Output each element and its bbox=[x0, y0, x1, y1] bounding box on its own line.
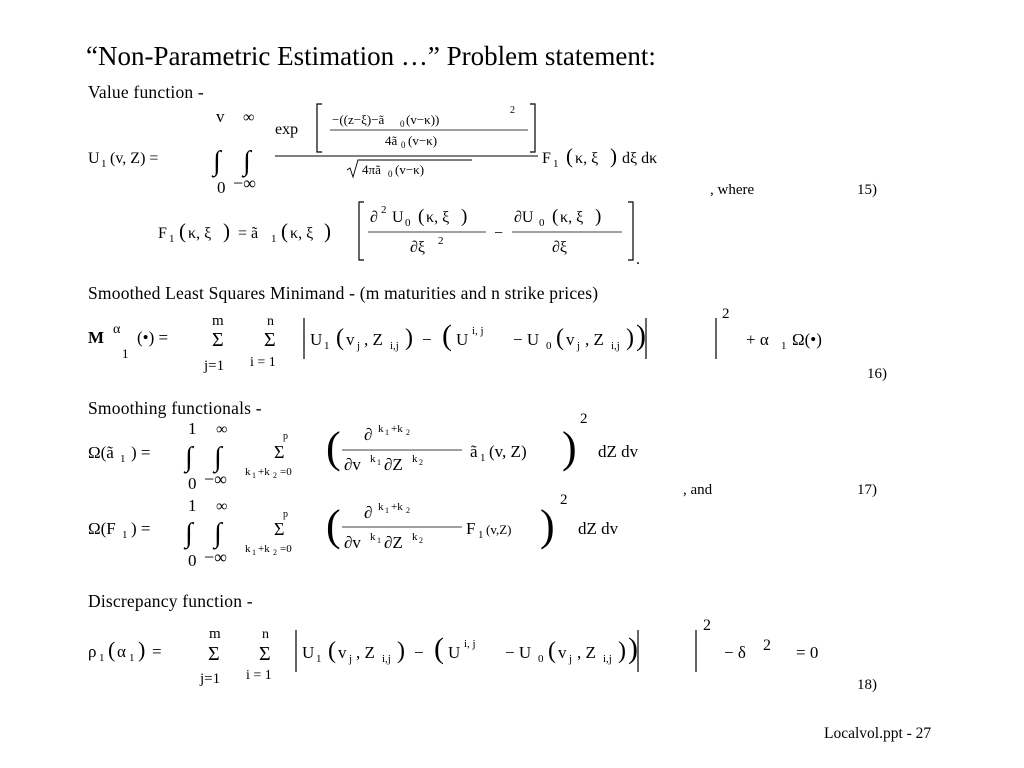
svg-text:κ, ξ: κ, ξ bbox=[426, 209, 450, 226]
svg-text:0: 0 bbox=[217, 178, 226, 197]
svg-text:κ, ξ: κ, ξ bbox=[290, 225, 314, 242]
svg-text:1: 1 bbox=[478, 529, 484, 541]
svg-text:0: 0 bbox=[388, 169, 393, 179]
slide-footer: Localvol.ppt - 27 bbox=[824, 725, 932, 742]
svg-text:(: ( bbox=[548, 638, 556, 664]
svg-text:(v−κ): (v−κ) bbox=[408, 133, 438, 148]
svg-text:j: j bbox=[357, 340, 361, 352]
svg-text:Ω(•): Ω(•) bbox=[792, 330, 822, 349]
svg-text:2: 2 bbox=[273, 471, 277, 480]
svg-text:κ, ξ: κ, ξ bbox=[560, 209, 584, 226]
svg-text:(: ( bbox=[418, 206, 425, 227]
svg-text:−∞: −∞ bbox=[204, 547, 227, 567]
svg-text:k: k bbox=[412, 531, 418, 543]
svg-text:i,j: i,j bbox=[382, 653, 391, 665]
svg-text:, Z: , Z bbox=[364, 330, 383, 349]
svg-text:2: 2 bbox=[722, 306, 730, 322]
svg-text:ρ: ρ bbox=[88, 642, 97, 661]
equation-number-15: 15) bbox=[857, 182, 877, 198]
svg-text:Σ: Σ bbox=[259, 643, 271, 665]
svg-text:i = 1: i = 1 bbox=[250, 355, 276, 370]
svg-text:n: n bbox=[262, 627, 269, 642]
svg-text:): ) bbox=[595, 206, 602, 227]
svg-text:0: 0 bbox=[546, 340, 552, 352]
svg-text:v: v bbox=[216, 107, 225, 126]
svg-text:): ) bbox=[636, 319, 646, 352]
svg-text:): ) bbox=[610, 144, 617, 168]
svg-text:k: k bbox=[245, 543, 251, 555]
svg-text:4πã: 4πã bbox=[362, 162, 381, 177]
svg-text:Σ: Σ bbox=[208, 643, 220, 665]
svg-text:): ) bbox=[626, 325, 634, 351]
svg-text:(: ( bbox=[326, 501, 341, 550]
svg-text:= ã: = ã bbox=[238, 225, 259, 242]
svg-text:∂: ∂ bbox=[370, 209, 378, 226]
svg-text:2: 2 bbox=[273, 548, 277, 557]
svg-text:k: k bbox=[378, 501, 384, 513]
svg-text:j: j bbox=[349, 653, 353, 665]
svg-text:dZ dv: dZ dv bbox=[598, 442, 639, 461]
svg-text:+k: +k bbox=[391, 423, 403, 435]
svg-text:(: ( bbox=[434, 632, 444, 665]
svg-text:, Z: , Z bbox=[585, 330, 604, 349]
svg-text:(: ( bbox=[336, 325, 344, 351]
svg-text:1: 1 bbox=[553, 158, 559, 170]
svg-text:∂Z: ∂Z bbox=[384, 533, 403, 552]
svg-text:0: 0 bbox=[538, 653, 544, 665]
svg-text:0: 0 bbox=[188, 474, 197, 493]
svg-text:dξ dκ: dξ dκ bbox=[622, 150, 658, 167]
svg-text:) =: ) = bbox=[131, 443, 151, 462]
svg-text:U: U bbox=[310, 330, 323, 349]
svg-text:Σ: Σ bbox=[264, 329, 276, 351]
svg-text:−: − bbox=[422, 330, 432, 349]
svg-text:1: 1 bbox=[252, 548, 256, 557]
svg-text:2: 2 bbox=[381, 204, 387, 216]
svg-text:∞: ∞ bbox=[216, 498, 228, 515]
svg-text:): ) bbox=[397, 638, 405, 664]
svg-text:m: m bbox=[212, 313, 224, 329]
svg-text:+k: +k bbox=[391, 501, 403, 513]
svg-text:4ã: 4ã bbox=[385, 133, 398, 148]
svg-text:∫: ∫ bbox=[185, 442, 193, 473]
svg-text:∞: ∞ bbox=[216, 421, 228, 438]
svg-text:−: − bbox=[414, 643, 424, 662]
svg-text:U: U bbox=[448, 643, 461, 662]
svg-text:1: 1 bbox=[188, 419, 197, 438]
svg-text:) =: ) = bbox=[131, 519, 151, 538]
svg-text:0: 0 bbox=[188, 551, 197, 570]
svg-text:): ) bbox=[461, 206, 468, 227]
svg-text:∫: ∫ bbox=[213, 146, 221, 177]
svg-text:k: k bbox=[378, 423, 384, 435]
svg-text:Σ: Σ bbox=[212, 329, 224, 351]
svg-text:1: 1 bbox=[252, 471, 256, 480]
svg-text:F: F bbox=[158, 225, 167, 242]
svg-text:Σ: Σ bbox=[274, 519, 285, 539]
svg-text:1: 1 bbox=[377, 536, 381, 545]
svg-text:+k: +k bbox=[258, 543, 270, 555]
smoothing-label: Smoothing functionals - bbox=[88, 398, 262, 418]
svg-text:v: v bbox=[566, 330, 575, 349]
svg-text:.: . bbox=[636, 251, 640, 268]
svg-text:): ) bbox=[405, 325, 413, 351]
svg-text:− U: − U bbox=[505, 643, 532, 662]
svg-text:κ, ξ: κ, ξ bbox=[575, 150, 599, 167]
svg-text:): ) bbox=[562, 423, 577, 472]
svg-text:2: 2 bbox=[419, 536, 423, 545]
svg-text:i, j: i, j bbox=[464, 638, 476, 650]
svg-text:(v−κ): (v−κ) bbox=[395, 162, 425, 177]
svg-text:k: k bbox=[370, 531, 376, 543]
svg-text:∞: ∞ bbox=[243, 109, 255, 126]
svg-text:(v−κ)): (v−κ)) bbox=[406, 112, 440, 127]
svg-text:Σ: Σ bbox=[274, 442, 285, 462]
svg-text:j: j bbox=[577, 340, 581, 352]
minimand-label: Smoothed Least Squares Minimand - (m maturities and n strike prices) bbox=[88, 283, 599, 303]
svg-text:∂Z: ∂Z bbox=[384, 455, 403, 474]
svg-text:, Z: , Z bbox=[577, 643, 596, 662]
svg-text:U: U bbox=[392, 209, 404, 226]
svg-text:∫: ∫ bbox=[214, 518, 222, 549]
svg-text:Ω(ã: Ω(ã bbox=[88, 443, 114, 462]
svg-text:∂v: ∂v bbox=[344, 533, 361, 552]
svg-text:− δ: − δ bbox=[724, 643, 746, 662]
svg-text:F: F bbox=[466, 519, 476, 538]
svg-text:α: α bbox=[117, 642, 126, 661]
svg-text:): ) bbox=[618, 638, 626, 664]
and-text: , and bbox=[683, 482, 713, 498]
svg-text:): ) bbox=[324, 219, 331, 243]
svg-text:∂v: ∂v bbox=[344, 455, 361, 474]
svg-text:1: 1 bbox=[271, 233, 277, 245]
svg-text:0: 0 bbox=[401, 140, 406, 150]
svg-text:2: 2 bbox=[419, 458, 423, 467]
svg-text:(: ( bbox=[179, 219, 186, 243]
svg-text:0: 0 bbox=[405, 217, 411, 229]
svg-text:): ) bbox=[138, 637, 146, 662]
svg-text:(: ( bbox=[326, 423, 341, 472]
svg-text:1: 1 bbox=[99, 652, 105, 664]
svg-text:∫: ∫ bbox=[243, 146, 251, 177]
svg-text:(•) =: (•) = bbox=[137, 328, 169, 347]
svg-text:∂ξ: ∂ξ bbox=[410, 239, 426, 256]
svg-text:(v,Z): (v,Z) bbox=[486, 522, 512, 537]
svg-text:1: 1 bbox=[129, 652, 135, 664]
svg-text:2: 2 bbox=[703, 617, 711, 634]
svg-text:): ) bbox=[628, 632, 638, 665]
svg-text:(: ( bbox=[442, 319, 452, 352]
svg-text:1: 1 bbox=[781, 340, 787, 352]
svg-text:U: U bbox=[302, 643, 315, 662]
svg-text:i,j: i,j bbox=[611, 340, 620, 352]
svg-text:ã: ã bbox=[470, 442, 478, 461]
svg-text:p: p bbox=[283, 509, 288, 520]
svg-text:(: ( bbox=[566, 144, 573, 168]
svg-text:∂U: ∂U bbox=[514, 209, 534, 226]
svg-text:=: = bbox=[152, 642, 162, 661]
svg-text:2: 2 bbox=[438, 235, 444, 247]
svg-text:j=1: j=1 bbox=[200, 671, 221, 687]
svg-text:α: α bbox=[113, 322, 121, 337]
svg-text:κ, ξ: κ, ξ bbox=[188, 225, 212, 242]
svg-text:(v, Z) =: (v, Z) = bbox=[110, 150, 159, 167]
svg-text:2: 2 bbox=[406, 428, 410, 437]
svg-text:k: k bbox=[245, 466, 251, 478]
svg-text:−: − bbox=[494, 225, 504, 242]
equation-number-16: 16) bbox=[867, 366, 887, 382]
svg-text:−∞: −∞ bbox=[204, 469, 227, 489]
svg-text:v: v bbox=[346, 330, 355, 349]
svg-text:v: v bbox=[558, 643, 567, 662]
svg-text:dZ dv: dZ dv bbox=[578, 519, 619, 538]
equation-number-17: 17) bbox=[857, 482, 877, 498]
svg-text:−∞: −∞ bbox=[233, 173, 256, 193]
svg-text:1: 1 bbox=[324, 340, 330, 352]
svg-text:1: 1 bbox=[101, 158, 107, 170]
svg-text:i,j: i,j bbox=[603, 653, 612, 665]
svg-text:Ω(F: Ω(F bbox=[88, 519, 116, 538]
svg-text:k: k bbox=[412, 453, 418, 465]
svg-text:=0: =0 bbox=[280, 466, 292, 478]
svg-text:1: 1 bbox=[480, 452, 486, 464]
svg-text:∂: ∂ bbox=[364, 425, 373, 444]
svg-text:(: ( bbox=[281, 219, 288, 243]
svg-text:1: 1 bbox=[316, 653, 322, 665]
equation-number-18: 18) bbox=[857, 677, 877, 693]
svg-text:0: 0 bbox=[539, 217, 545, 229]
svg-text:i,j: i,j bbox=[390, 340, 399, 352]
svg-text:0: 0 bbox=[400, 119, 405, 129]
svg-text:i = 1: i = 1 bbox=[246, 668, 272, 683]
svg-text:+k: +k bbox=[258, 466, 270, 478]
svg-text:m: m bbox=[209, 626, 221, 642]
svg-text:p: p bbox=[283, 431, 288, 442]
svg-text:−((z−ξ)−ã: −((z−ξ)−ã bbox=[332, 112, 385, 127]
svg-text:1: 1 bbox=[169, 233, 175, 245]
svg-text:(: ( bbox=[552, 206, 559, 227]
svg-text:U: U bbox=[88, 150, 100, 167]
slide-title: “Non-Parametric Estimation …” Problem statement: bbox=[86, 41, 656, 71]
svg-text:2: 2 bbox=[763, 637, 771, 654]
svg-text:1: 1 bbox=[377, 458, 381, 467]
svg-text:∂ξ: ∂ξ bbox=[552, 239, 568, 256]
svg-text:1: 1 bbox=[188, 496, 197, 515]
svg-text:2: 2 bbox=[406, 506, 410, 515]
svg-text:exp: exp bbox=[275, 121, 299, 138]
svg-text:(v, Z): (v, Z) bbox=[489, 442, 527, 461]
svg-text:1: 1 bbox=[122, 529, 128, 541]
svg-text:1: 1 bbox=[122, 346, 129, 361]
svg-text:2: 2 bbox=[560, 492, 568, 508]
svg-text:v: v bbox=[338, 643, 347, 662]
svg-text:U: U bbox=[456, 330, 469, 349]
svg-text:∂: ∂ bbox=[364, 503, 373, 522]
svg-text:(: ( bbox=[108, 637, 116, 662]
svg-text:= 0: = 0 bbox=[796, 643, 819, 662]
svg-text:F: F bbox=[542, 150, 551, 167]
svg-text:): ) bbox=[223, 219, 230, 243]
svg-text:j=1: j=1 bbox=[204, 358, 225, 374]
svg-text:M: M bbox=[88, 328, 105, 347]
svg-text:1: 1 bbox=[385, 506, 389, 515]
discrepancy-label: Discrepancy function - bbox=[88, 591, 253, 611]
svg-text:∫: ∫ bbox=[214, 442, 222, 473]
svg-text:2: 2 bbox=[510, 105, 515, 116]
svg-text:(: ( bbox=[328, 638, 336, 664]
svg-text:): ) bbox=[540, 501, 555, 550]
value-function-label: Value function - bbox=[88, 82, 204, 102]
svg-text:n: n bbox=[267, 314, 274, 329]
svg-text:(: ( bbox=[556, 325, 564, 351]
svg-text:1: 1 bbox=[385, 428, 389, 437]
svg-text:+ α: + α bbox=[746, 330, 769, 349]
svg-text:− U: − U bbox=[513, 330, 540, 349]
svg-text:, Z: , Z bbox=[356, 643, 375, 662]
svg-text:k: k bbox=[370, 453, 376, 465]
where-text: , where bbox=[710, 182, 755, 198]
svg-text:1: 1 bbox=[120, 453, 126, 465]
svg-text:i, j: i, j bbox=[472, 325, 484, 337]
svg-text:∫: ∫ bbox=[185, 518, 193, 549]
svg-text:=0: =0 bbox=[280, 543, 292, 555]
svg-text:j: j bbox=[569, 653, 573, 665]
svg-text:2: 2 bbox=[580, 411, 588, 427]
